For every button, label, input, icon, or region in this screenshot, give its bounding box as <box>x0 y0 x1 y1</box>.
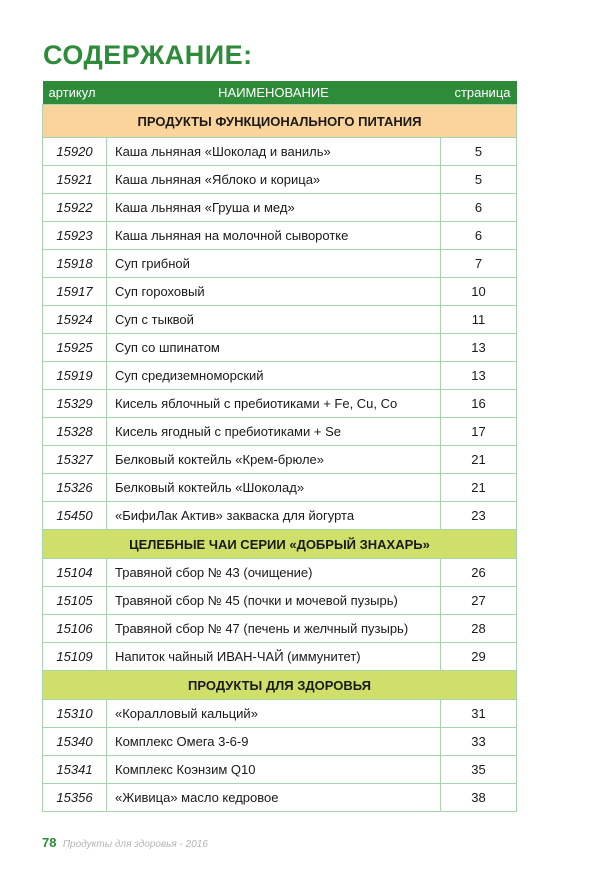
article-code: 15326 <box>43 474 107 502</box>
table-row <box>43 474 517 502</box>
table-row <box>43 502 517 530</box>
product-name: Травяной сбор № 47 (печень и желчный пузырь) <box>107 615 441 643</box>
page-number-cell: 23 <box>441 502 517 530</box>
page-number-cell: 6 <box>441 194 517 222</box>
section-title: ПРОДУКТЫ ДЛЯ ЗДОРОВЬЯ <box>43 671 517 700</box>
table-row <box>43 418 517 446</box>
table-row <box>43 194 517 222</box>
table-row <box>43 700 517 728</box>
table-row <box>43 250 517 278</box>
article-code: 15919 <box>43 362 107 390</box>
product-name: Каша льняная на молочной сыворотке <box>107 222 441 250</box>
article-code: 15327 <box>43 446 107 474</box>
page-number-cell: 31 <box>441 700 517 728</box>
product-name: Каша льняная «Шоколад и ваниль» <box>107 138 441 166</box>
product-name: Суп с тыквой <box>107 306 441 334</box>
page-number-cell: 7 <box>441 250 517 278</box>
table-row <box>43 784 517 812</box>
page-number-cell: 5 <box>441 138 517 166</box>
product-name: «БифиЛак Актив» закваска для йогурта <box>107 502 441 530</box>
page-number: 78 <box>42 835 57 850</box>
article-code: 15918 <box>43 250 107 278</box>
article-code: 15450 <box>43 502 107 530</box>
product-name: Каша льняная «Груша и мед» <box>107 194 441 222</box>
footer-text: Продукты для здоровья - 2016 <box>62 839 208 850</box>
product-name: Комплекс Коэнзим Q10 <box>107 756 441 784</box>
article-code: 15922 <box>43 194 107 222</box>
article-code: 15340 <box>43 728 107 756</box>
table-row <box>43 166 517 194</box>
table-row <box>43 643 517 671</box>
article-code: 15328 <box>43 418 107 446</box>
column-header-code: артикул <box>43 81 107 105</box>
article-code: 15917 <box>43 278 107 306</box>
article-code: 15105 <box>43 587 107 615</box>
section-header-row <box>43 105 517 138</box>
page-number-cell: 29 <box>441 643 517 671</box>
section-header-row <box>43 530 517 559</box>
page-title: СОДЕРЖАНИЕ: <box>43 40 253 70</box>
article-code: 15923 <box>43 222 107 250</box>
article-code: 15921 <box>43 166 107 194</box>
page-number-cell: 5 <box>441 166 517 194</box>
section-title: ПРОДУКТЫ ФУНКЦИОНАЛЬНОГО ПИТАНИЯ <box>43 105 517 138</box>
page-number-cell: 17 <box>441 418 517 446</box>
table-row <box>43 278 517 306</box>
product-name: Суп средиземноморский <box>107 362 441 390</box>
page-number-cell: 21 <box>441 446 517 474</box>
table-row <box>43 559 517 587</box>
table-header-row <box>43 81 517 105</box>
article-code: 15104 <box>43 559 107 587</box>
article-code: 15106 <box>43 615 107 643</box>
table-row <box>43 138 517 166</box>
section-title: ЦЕЛЕБНЫЕ ЧАИ СЕРИИ «ДОБРЫЙ ЗНАХАРЬ» <box>43 530 517 559</box>
article-code: 15920 <box>43 138 107 166</box>
table-row <box>43 615 517 643</box>
product-name: Белковый коктейль «Шоколад» <box>107 474 441 502</box>
article-code: 15924 <box>43 306 107 334</box>
page-number-cell: 38 <box>441 784 517 812</box>
page-footer <box>42 835 208 850</box>
article-code: 15109 <box>43 643 107 671</box>
table-row <box>43 362 517 390</box>
page-number-cell: 28 <box>441 615 517 643</box>
product-name: «Коралловый кальций» <box>107 700 441 728</box>
page-number-cell: 35 <box>441 756 517 784</box>
page-number-cell: 21 <box>441 474 517 502</box>
product-name: Напиток чайный ИВАН-ЧАЙ (иммунитет) <box>107 643 441 671</box>
table-row <box>43 446 517 474</box>
product-name: Кисель ягодный с пребиотиками + Se <box>107 418 441 446</box>
product-name: Суп со шпинатом <box>107 334 441 362</box>
page-number-cell: 27 <box>441 587 517 615</box>
section-header-row <box>43 671 517 700</box>
contents-table <box>42 81 517 812</box>
article-code: 15329 <box>43 390 107 418</box>
product-name: Белковый коктейль «Крем-брюле» <box>107 446 441 474</box>
page-number-cell: 11 <box>441 306 517 334</box>
product-name: Каша льняная «Яблоко и корица» <box>107 166 441 194</box>
page-number-cell: 13 <box>441 362 517 390</box>
page-number-cell: 16 <box>441 390 517 418</box>
column-header-name: НАИМЕНОВАНИЕ <box>107 81 441 105</box>
column-header-page: страница <box>441 81 517 105</box>
product-name: Травяной сбор № 43 (очищение) <box>107 559 441 587</box>
page-number-cell: 6 <box>441 222 517 250</box>
table-row <box>43 756 517 784</box>
table-row <box>43 728 517 756</box>
page-number-cell: 26 <box>441 559 517 587</box>
product-name: Суп гороховый <box>107 278 441 306</box>
table-row <box>43 587 517 615</box>
product-name: «Живица» масло кедровое <box>107 784 441 812</box>
product-name: Кисель яблочный с пребиотиками + Fe, Cu, Co <box>107 390 441 418</box>
table-row <box>43 390 517 418</box>
article-code: 15341 <box>43 756 107 784</box>
product-name: Суп грибной <box>107 250 441 278</box>
article-code: 15356 <box>43 784 107 812</box>
article-code: 15925 <box>43 334 107 362</box>
product-name: Комплекс Омега 3-6-9 <box>107 728 441 756</box>
table-body <box>43 105 517 812</box>
table-row <box>43 334 517 362</box>
product-name: Травяной сбор № 45 (почки и мочевой пузырь) <box>107 587 441 615</box>
page-number-cell: 33 <box>441 728 517 756</box>
table-row <box>43 222 517 250</box>
page-number-cell: 13 <box>441 334 517 362</box>
table-row <box>43 306 517 334</box>
page-number-cell: 10 <box>441 278 517 306</box>
article-code: 15310 <box>43 700 107 728</box>
